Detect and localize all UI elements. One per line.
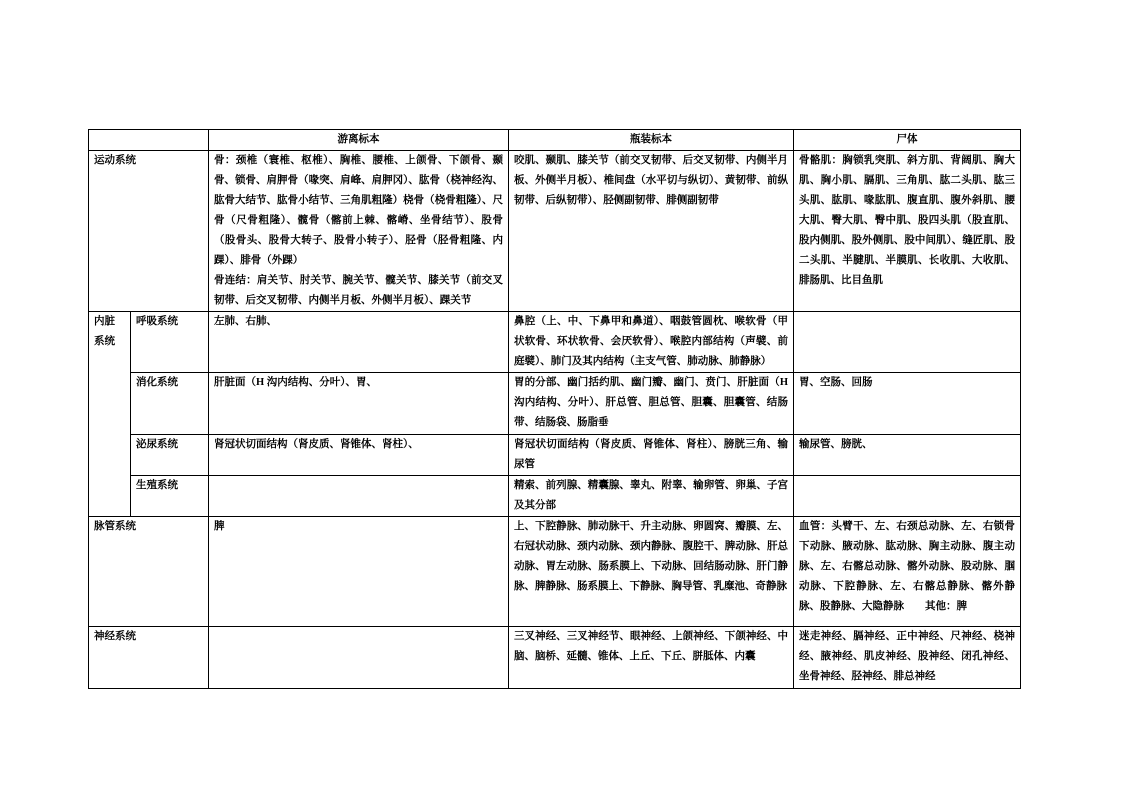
cell-nervous-free-specimens	[209, 627, 509, 689]
cell-vascular-free-specimens: 脾	[209, 517, 509, 627]
cell-vascular-bottled-specimens: 上、下腔静脉、肺动脉干、升主动脉、卵圆窝、瓣膜、左、右冠状动脉、颈内动脉、颈内静脉、腹腔干、脾动脉、肝总动脉、胃左动脉、肠系膜上、下动脉、回结肠动脉、肝门静脉、脾静脉、肠系膜上、下静脉、胸导管、乳糜池、奇静脉	[509, 517, 794, 627]
column-header-bottled-specimens: 瓶装标本	[509, 130, 794, 151]
cell-reproductive-bottled-specimens: 精索、前列腺、精囊腺、睾丸、附睾、输卵管、卵巢、子宫及其分部	[509, 476, 794, 517]
row-reproductive-system	[89, 476, 1021, 517]
header-row	[89, 130, 1021, 151]
cell-digestive-cadaver: 胃、空肠、回肠	[794, 373, 1021, 435]
column-header-free-specimens: 游离标本	[209, 130, 509, 151]
cell-nervous-bottled-specimens: 三叉神经、三叉神经节、眼神经、上颌神经、下颌神经、中脑、脑桥、延髓、锥体、上丘、下丘、胼胝体、内囊	[509, 627, 794, 689]
cell-respiratory-cadaver	[794, 312, 1021, 373]
row-label-respiratory-system: 呼吸系统	[131, 312, 209, 373]
specimen-table	[88, 129, 1021, 689]
cell-digestive-free-specimens: 肝脏面（H 沟内结构、分叶）、胃、	[209, 373, 509, 435]
row-group-label-visceral-system: 内脏系统	[89, 312, 131, 517]
row-label-nervous-system: 神经系统	[89, 627, 209, 689]
cell-reproductive-free-specimens	[209, 476, 509, 517]
cell-urinary-cadaver: 输尿管、膀胱、	[794, 435, 1021, 476]
cell-urinary-bottled-specimens: 肾冠状切面结构（肾皮质、肾锥体、肾柱）、膀胱三角、输尿管	[509, 435, 794, 476]
row-motor-system	[89, 151, 1021, 312]
row-label-motor-system: 运动系统	[89, 151, 209, 312]
cell-urinary-free-specimens: 肾冠状切面结构（肾皮质、肾锥体、肾柱）、	[209, 435, 509, 476]
table-corner-cell	[89, 130, 209, 151]
cell-reproductive-cadaver	[794, 476, 1021, 517]
cell-vascular-cadaver: 血管：头臂干、左、右颈总动脉、左、右锁骨下动脉、腋动脉、肱动脉、胸主动脉、腹主动脉、左、右髂总动脉、髂外动脉、股动脉、腘动脉、下腔静脉、左、右髂总静脉、髂外静脉、股静脉、大隐静脉 其他：脾	[794, 517, 1021, 627]
row-label-urinary-system: 泌尿系统	[131, 435, 209, 476]
cell-motor-cadaver: 骨骼肌：胸锁乳突肌、斜方肌、背阔肌、胸大肌、胸小肌、膈肌、三角肌、肱二头肌、肱三头肌、肱肌、喙肱肌、腹直肌、腹外斜肌、腰大肌、臀大肌、臀中肌、股四头肌（股直肌、股内侧肌、股外侧肌、股中间肌）、缝匠肌、股二头肌、半腱肌、半膜肌、长收肌、大收肌、腓肠肌、比目鱼肌	[794, 151, 1021, 312]
row-urinary-system	[89, 435, 1021, 476]
cell-respiratory-free-specimens: 左肺、右肺、	[209, 312, 509, 373]
row-vascular-system	[89, 517, 1021, 627]
cell-motor-bottled-specimens: 咬肌、颞肌、膝关节（前交叉韧带、后交叉韧带、内侧半月板、外侧半月板）、椎间盘（水平切与纵切）、黄韧带、前纵韧带、后纵韧带）、胫侧副韧带、腓侧副韧带	[509, 151, 794, 312]
row-nervous-system	[89, 627, 1021, 689]
cell-digestive-bottled-specimens: 胃的分部、幽门括约肌、幽门瓣、幽门、贲门、肝脏面（H 沟内结构、分叶）、肝总管、胆总管、胆囊、胆囊管、结肠带、结肠袋、肠脂垂	[509, 373, 794, 435]
motor-bones-paragraph: 骨：颈椎（寰椎、枢椎）、胸椎、腰椎、上颌骨、下颌骨、颞骨、锁骨、肩胛骨（喙突、肩峰、肩胛冈）、肱骨（桡神经沟、肱骨大结节、肱骨小结节、三角肌粗隆）桡骨（桡骨粗隆）、尺骨（尺骨粗隆）、髋骨（髂前上棘、髂嵴、坐骨结节）、股骨（股骨头、股骨大转子、股骨小转子）、胫骨（胫骨粗隆、内踝）、腓骨（外踝）	[214, 155, 503, 266]
cell-motor-free-specimens	[209, 151, 509, 312]
row-respiratory-system	[89, 312, 1021, 373]
row-label-vascular-system: 脉管系统	[89, 517, 209, 627]
cell-respiratory-bottled-specimens: 鼻腔（上、中、下鼻甲和鼻道）、咽鼓管圆枕、喉软骨（甲状软骨、环状软骨、会厌软骨）、喉腔内部结构（声襞、前庭襞）、肺门及其内结构（主支气管、肺动脉、肺静脉）	[509, 312, 794, 373]
column-header-cadaver: 尸体	[794, 130, 1021, 151]
motor-joints-paragraph: 骨连结：肩关节、肘关节、腕关节、髋关节、膝关节（前交叉韧带、后交叉韧带、内侧半月板、外侧半月板）、踝关节	[214, 275, 503, 306]
row-digestive-system	[89, 373, 1021, 435]
row-label-reproductive-system: 生殖系统	[131, 476, 209, 517]
row-label-digestive-system: 消化系统	[131, 373, 209, 435]
cell-nervous-cadaver: 迷走神经、膈神经、正中神经、尺神经、桡神经、腋神经、肌皮神经、股神经、闭孔神经、坐骨神经、胫神经、腓总神经	[794, 627, 1021, 689]
